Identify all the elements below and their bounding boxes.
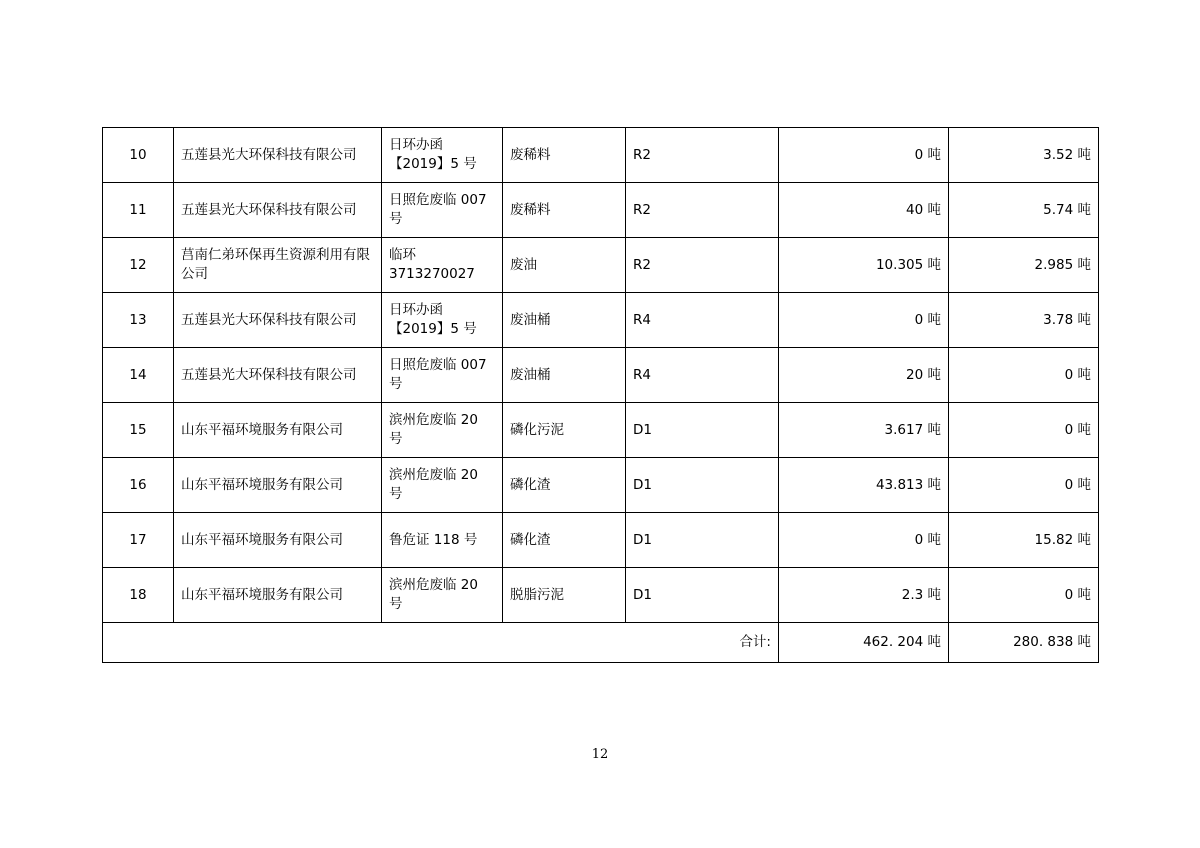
table-body <box>103 128 1099 663</box>
table-row <box>103 458 1099 513</box>
disposal-method-cell: R4 <box>626 348 779 403</box>
waste-disposal-table <box>102 127 1099 663</box>
permit-cell: 鲁危证 118 号 <box>382 513 503 568</box>
company-cell: 莒南仁弟环保再生资源利用有限公司 <box>174 238 382 293</box>
waste-type-cell: 废油 <box>503 238 626 293</box>
row-number: 11 <box>103 183 174 238</box>
total-amount-b: 280. 838 吨 <box>949 623 1099 663</box>
total-row <box>103 623 1099 663</box>
amount-b-cell: 3.78 吨 <box>949 293 1099 348</box>
table-row <box>103 568 1099 623</box>
company-cell: 五莲县光大环保科技有限公司 <box>174 128 382 183</box>
row-number: 13 <box>103 293 174 348</box>
row-number: 18 <box>103 568 174 623</box>
permit-cell: 滨州危废临 20 号 <box>382 458 503 513</box>
page-number: 12 <box>591 747 609 762</box>
disposal-method-cell: D1 <box>626 458 779 513</box>
amount-a-cell: 10.305 吨 <box>779 238 949 293</box>
disposal-method-cell: D1 <box>626 568 779 623</box>
amount-b-cell: 5.74 吨 <box>949 183 1099 238</box>
permit-cell: 滨州危废临 20 号 <box>382 568 503 623</box>
row-number: 12 <box>103 238 174 293</box>
total-amount-a: 462. 204 吨 <box>779 623 949 663</box>
waste-type-cell: 废稀料 <box>503 183 626 238</box>
table-row <box>103 403 1099 458</box>
table-row <box>103 293 1099 348</box>
waste-type-cell: 废油桶 <box>503 348 626 403</box>
row-number: 14 <box>103 348 174 403</box>
permit-cell: 日照危废临 007 号 <box>382 183 503 238</box>
amount-a-cell: 3.617 吨 <box>779 403 949 458</box>
row-number: 16 <box>103 458 174 513</box>
disposal-method-cell: D1 <box>626 513 779 568</box>
permit-cell: 日照危废临 007 号 <box>382 348 503 403</box>
amount-b-cell: 0 吨 <box>949 403 1099 458</box>
disposal-method-cell: R4 <box>626 293 779 348</box>
permit-cell: 临环 3713270027 <box>382 238 503 293</box>
row-number: 17 <box>103 513 174 568</box>
company-cell: 山东平福环境服务有限公司 <box>174 403 382 458</box>
amount-b-cell: 2.985 吨 <box>949 238 1099 293</box>
table-row <box>103 348 1099 403</box>
table-row <box>103 128 1099 183</box>
table-row <box>103 513 1099 568</box>
waste-type-cell: 磷化渣 <box>503 513 626 568</box>
disposal-method-cell: D1 <box>626 403 779 458</box>
disposal-method-cell: R2 <box>626 128 779 183</box>
waste-type-cell: 脱脂污泥 <box>503 568 626 623</box>
waste-type-cell: 磷化渣 <box>503 458 626 513</box>
company-cell: 山东平福环境服务有限公司 <box>174 458 382 513</box>
disposal-method-cell: R2 <box>626 238 779 293</box>
waste-type-cell: 废稀料 <box>503 128 626 183</box>
amount-b-cell: 3.52 吨 <box>949 128 1099 183</box>
company-cell: 五莲县光大环保科技有限公司 <box>174 183 382 238</box>
amount-a-cell: 43.813 吨 <box>779 458 949 513</box>
row-number: 10 <box>103 128 174 183</box>
amount-a-cell: 20 吨 <box>779 348 949 403</box>
permit-cell: 日环办函【2019】5 号 <box>382 293 503 348</box>
company-cell: 五莲县光大环保科技有限公司 <box>174 348 382 403</box>
table-row <box>103 238 1099 293</box>
row-number: 15 <box>103 403 174 458</box>
amount-b-cell: 15.82 吨 <box>949 513 1099 568</box>
amount-a-cell: 2.3 吨 <box>779 568 949 623</box>
waste-type-cell: 磷化污泥 <box>503 403 626 458</box>
amount-b-cell: 0 吨 <box>949 568 1099 623</box>
total-label: 合计: <box>103 623 779 663</box>
amount-a-cell: 40 吨 <box>779 183 949 238</box>
amount-a-cell: 0 吨 <box>779 293 949 348</box>
amount-a-cell: 0 吨 <box>779 513 949 568</box>
permit-cell: 日环办函【2019】5 号 <box>382 128 503 183</box>
permit-cell: 滨州危废临 20 号 <box>382 403 503 458</box>
table-row <box>103 183 1099 238</box>
amount-a-cell: 0 吨 <box>779 128 949 183</box>
disposal-method-cell: R2 <box>626 183 779 238</box>
company-cell: 山东平福环境服务有限公司 <box>174 513 382 568</box>
company-cell: 山东平福环境服务有限公司 <box>174 568 382 623</box>
amount-b-cell: 0 吨 <box>949 348 1099 403</box>
amount-b-cell: 0 吨 <box>949 458 1099 513</box>
company-cell: 五莲县光大环保科技有限公司 <box>174 293 382 348</box>
waste-type-cell: 废油桶 <box>503 293 626 348</box>
